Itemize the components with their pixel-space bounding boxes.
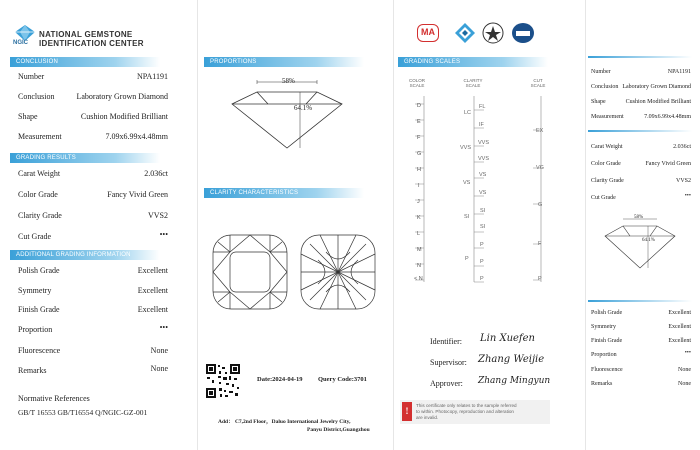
card-symmetry-value: Excellent [668,324,691,330]
card-fluorescence-value: None [678,367,691,373]
identifier-label: Identifier: [430,337,462,346]
fold-line [393,0,394,450]
clarity-grade-label: Clarity Grade [18,211,62,220]
clarity-grade: VS [479,172,487,178]
query-code: Query Code:3701 [318,376,367,383]
shape-label: Shape [18,112,38,121]
supervisor-signature: Zhang Weijie [478,354,545,365]
proportion-value: ••• [159,323,168,332]
card-color-label: Color Grade [591,161,621,167]
card-polish-label: Polish Grade [591,310,623,316]
cut-grade: F [538,241,542,247]
proportion-label: Proportion [18,325,53,334]
crown-plot [210,232,290,312]
card-proportion-label: Proportion [591,352,617,358]
normative-text: GB/T 16553 GB/T16554 Q/NGIC-GZ-001 [18,408,148,417]
qr-code[interactable] [205,363,241,399]
cut-grade: EX [536,128,544,134]
notice-text [416,403,517,421]
table-percent: 58% [282,77,295,85]
section-additional: ADDITIONAL GRADING INFORMATION [10,250,160,260]
color-letter: J [417,199,420,205]
clarity-grade: VS [479,190,487,196]
notice-line: are invalid. [416,415,439,420]
color-letter: D [417,103,421,109]
clarity-group: P [465,256,469,262]
section-grading-results: GRADING RESULTS [10,153,160,163]
measurement-value: 7.09x6.99x4.48mm [105,132,168,141]
fluorescence-label: Fluorescence [18,346,61,355]
card-finish-value: Excellent [668,338,691,344]
org-name-line2: IDENTIFICATION CENTER [39,39,144,48]
card-depth-percent: 64.1% [642,238,655,243]
identifier-signature: Lin Xuefen [480,333,535,344]
fold-line [197,0,198,450]
card-shape-value: Cushion Modified Brilliant [625,99,691,105]
normative-title: Normative References [18,394,90,403]
cma-mark-icon: MA [417,24,439,42]
card-conclusion-label: Conclusion [591,84,619,90]
card-carat-value: 2.036ct [673,144,691,150]
supervisor-label: Supervisor: [430,358,467,367]
color-letter: E [417,119,421,125]
approver-signature: Zhang Mingyun [478,376,551,386]
shape-value: Cushion Modified Brilliant [80,112,168,121]
polish-value: Excellent [137,266,168,275]
clarity-group: VVS [460,145,472,151]
card-finish-label: Finish Grade [591,338,623,344]
color-letter: I [418,183,420,189]
carat-label: Carat Weight [18,169,61,178]
color-letter: N [417,263,421,269]
clarity-grade: P [480,259,484,265]
remarks-value: None [150,364,168,373]
clarity-grade-value: VVS2 [147,211,168,220]
fluorescence-value: None [150,346,168,355]
card-clarity-label: Clarity Grade [591,178,624,184]
card-accent-line [588,130,692,132]
pavilion-plot [298,232,378,312]
color-grade-label: Color Grade [18,190,58,199]
cnas-mark-icon [454,22,476,44]
cut-grade: VG [536,165,544,171]
card-number-label: Number [591,69,611,75]
cut-scale-head: CUT SCALE [530,78,546,88]
section-proportions: PROPORTIONS [204,57,364,67]
notice-line: to within. Photocopy, reproduction and alteration [416,409,514,414]
number-label: Number [18,72,45,81]
clarity-grade: IF [479,122,484,128]
clarity-group: LC [464,110,472,116]
address-line2: Panyu District,Guangzhou [307,427,370,433]
card-remarks-label: Remarks [591,381,613,387]
card-cut-value: ••• [684,193,691,199]
color-scale-head: COLOR SCALE [408,78,425,88]
clarity-scale-head: CLARITY SCALE [463,78,483,88]
section-conclusion: CONCLUSION [10,57,160,67]
finish-label: Finish Grade [18,305,60,314]
measurement-label: Measurement [18,132,62,141]
card-conclusion-value: Laboratory Grown Diamond [622,84,691,90]
card-accent-line [588,300,692,302]
cut-grade-value: ••• [159,230,168,239]
card-clarity-value: VVS2 [675,178,691,184]
finish-value: Excellent [137,305,168,314]
remarks-label: Remarks [18,366,47,375]
clarity-grade: P [480,276,484,282]
cut-grade: P [538,276,542,282]
section-grading-scales: GRADING SCALES [398,57,548,67]
cut-grade-label: Cut Grade [18,232,52,241]
clarity-group: SI [464,214,470,220]
report-date: Date:2024-04-19 [257,376,303,383]
scale-lines [400,96,550,286]
fold-line [585,0,586,450]
notice-line: This certificate only relates to the sample referred [416,403,517,408]
clarity-grade: VVS [478,140,490,146]
symmetry-value: Excellent [137,286,168,295]
number-value: NPA1191 [137,72,168,81]
approver-label: Approver: [430,379,463,388]
card-accent-line [588,56,692,58]
clarity-group: VS [463,180,471,186]
clarity-grade: VVS [478,156,490,162]
color-letter: K [417,215,421,221]
card-number-value: NPA1191 [667,69,691,75]
card-symmetry-label: Symmetry [591,324,616,330]
conclusion-label: Conclusion [18,92,55,101]
card-shape-label: Shape [591,99,606,105]
org-name-line1: NATIONAL GEMSTONE [39,30,133,39]
address-line1: Add： C7,2nd Floor，Daluo International Jewelry City, [218,419,351,425]
clarity-grade: SI [480,208,486,214]
card-measurement-value: 7.09x6.99x4.48mm [644,114,691,120]
clarity-grade: P [480,242,484,248]
card-table-percent: 58% [634,215,644,220]
color-letter: F [417,135,421,141]
cma-round-mark-icon [511,22,535,44]
clarity-grade: FL [479,104,486,110]
card-remarks-value: None [678,381,691,387]
color-letter: L [417,231,421,237]
color-letter: H [417,167,421,173]
ilac-mark-icon [482,22,504,44]
color-letter: < N [414,276,423,282]
card-proportion-diagram [595,212,685,272]
polish-label: Polish Grade [18,266,60,275]
card-color-value: Fancy Vivid Green [645,161,691,167]
section-clarity: CLARITY CHARACTERISTICS [204,188,364,198]
conclusion-value: Laboratory Grown Diamond [76,92,168,101]
color-letter: G [417,151,422,157]
carat-value: 2.036ct [144,169,168,178]
card-proportion-value: ••• [684,350,691,356]
card-cut-label: Cut Grade [591,195,616,201]
card-measurement-label: Measurement [591,114,624,120]
cut-grade: G [538,202,543,208]
color-letter: M [417,247,422,253]
symmetry-label: Symmetry [18,286,52,295]
color-grade-value: Fancy Vivid Green [107,190,168,199]
clarity-grade: SI [480,224,486,230]
logo-text: NGIC [13,40,28,46]
card-carat-label: Carat Weight [591,144,623,150]
card-fluorescence-label: Fluorescence [591,367,623,373]
warning-icon: ! [402,402,412,421]
depth-percent: 64.1% [294,104,313,112]
card-polish-value: Excellent [668,310,691,316]
